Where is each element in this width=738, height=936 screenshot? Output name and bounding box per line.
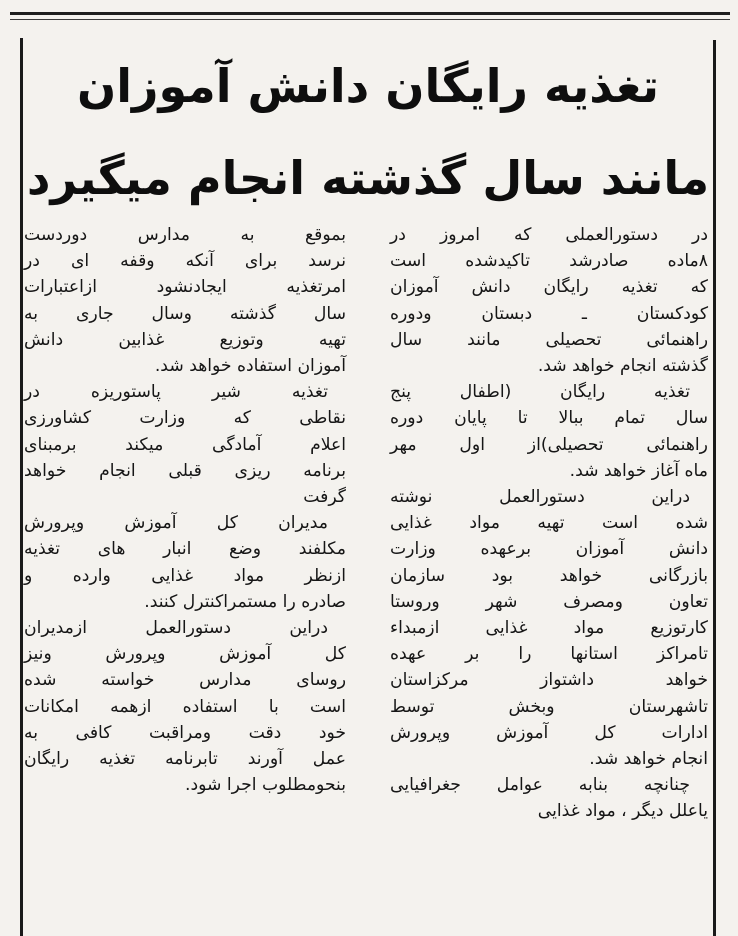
paragraph (390, 222, 708, 379)
text-line: برنامه ریزی قبلی انجام خواهد (24, 460, 346, 481)
paragraph (390, 772, 708, 824)
text-line: صادره را مستمراکنترل کنند. (144, 591, 346, 612)
headline (24, 40, 712, 224)
text-line: گرفت (303, 487, 346, 508)
text-line: تغذیه شیر پاستوریزه در (24, 382, 328, 403)
text-line: تعاون ومصرف شهر وروستا (390, 591, 708, 612)
text-line: ماه آغاز خواهد شد. (569, 460, 708, 481)
text-line: عمل آورند تابرنامه تغذیه رایگان (24, 749, 346, 770)
text-line: کل آموزش وپرورش ونیز (24, 644, 346, 665)
text-line: دراین دستورالعمل ازمدیران (24, 618, 328, 639)
paragraph (24, 510, 346, 615)
text-line: کارتوزیع مواد غذایی ازمبداء (390, 618, 708, 639)
text-line: راهنمائی تحصیلی مانند سال (390, 329, 708, 350)
text-line: تهیه وتوزیع غذابین دانش (24, 329, 346, 350)
headline-line-1: تغذیه رایگان دانش آموزان (76, 59, 660, 113)
paragraph (24, 222, 346, 379)
frame-right-border (713, 40, 716, 936)
top-rule (10, 12, 730, 15)
text-line: امرتغذیه ایجادنشود ازاعتبارات (24, 277, 346, 298)
text-line: دراین دستورالعمل نوشته (390, 487, 690, 508)
text-line: بازرگانی خواهد بود سازمان (390, 565, 708, 586)
text-line: انجام خواهد شد. (589, 749, 708, 770)
article-column-left (24, 222, 346, 798)
text-line: روسای مدارس خواسته شده (24, 670, 346, 691)
text-line: چنانچه بنابه عوامل جغرافیایی (390, 775, 690, 796)
text-line: سال گذشته وسال جاری به (24, 303, 346, 324)
text-line: تاشهرستان وبخش توسط (390, 696, 708, 717)
text-line: نرسد برای آنکه وقفه ای در (24, 251, 346, 272)
text-line: دانش آموزان برعهده وزارت (390, 539, 708, 560)
headline-line-2: مانند سال گذشته انجام میگیرد (26, 151, 710, 205)
paragraph (390, 379, 708, 484)
text-line: مدیران کل آموزش وپرورش (24, 513, 328, 534)
text-line: ۸ماده صادرشد تاکیدشده است (390, 251, 708, 272)
text-line: در دستورالعملی که امروز در (390, 225, 708, 245)
text-line: بموقع به مدارس دوردست (24, 225, 346, 245)
text-line: اعلام آمادگی میکند برمبنای (24, 434, 346, 455)
text-line: تامراکز استانها را بر عهده (390, 644, 708, 665)
text-line: یاعلل دیگر ، مواد غذایی (537, 801, 708, 822)
text-line: مکلفند وضع انبار های تغذیه (24, 539, 346, 560)
frame-left-border (20, 38, 23, 936)
text-line: راهنمائی تحصیلی)از اول مهر (390, 434, 708, 455)
text-line: شده است تهیه مواد غذایی (390, 513, 708, 534)
text-line: ازنظر مواد غذایی وارده و (24, 565, 346, 586)
article-column-right (390, 222, 708, 825)
text-line: خواهد داشتواز مرکزاستان (390, 670, 708, 691)
text-line: تغذیه رایگان (اطفال پنج (390, 382, 690, 403)
paragraph (390, 484, 708, 772)
text-line: است با استفاده ازهمه امکانات (24, 696, 346, 717)
text-line: گذشته انجام خواهد شد. (537, 356, 708, 377)
text-line: سال تمام ببالا تا پایان دوره (390, 408, 708, 429)
top-rule-thin (10, 19, 730, 20)
paragraph (24, 379, 346, 510)
text-line: خود دقت ومراقبت کافی به (24, 722, 346, 743)
text-line: بنحومطلوب اجرا شود. (185, 775, 346, 796)
text-line: که تغذیه رایگان دانش آموزان (390, 277, 708, 298)
text-line: نقاطی که وزارت کشاورزی (24, 408, 346, 429)
text-line: کودکستان ـ دبستان ودوره (390, 303, 708, 324)
text-line: ادارات کل آموزش وپرورش (390, 722, 708, 743)
text-line: آموزان استفاده خواهد شد. (154, 356, 346, 377)
paragraph (24, 615, 346, 798)
